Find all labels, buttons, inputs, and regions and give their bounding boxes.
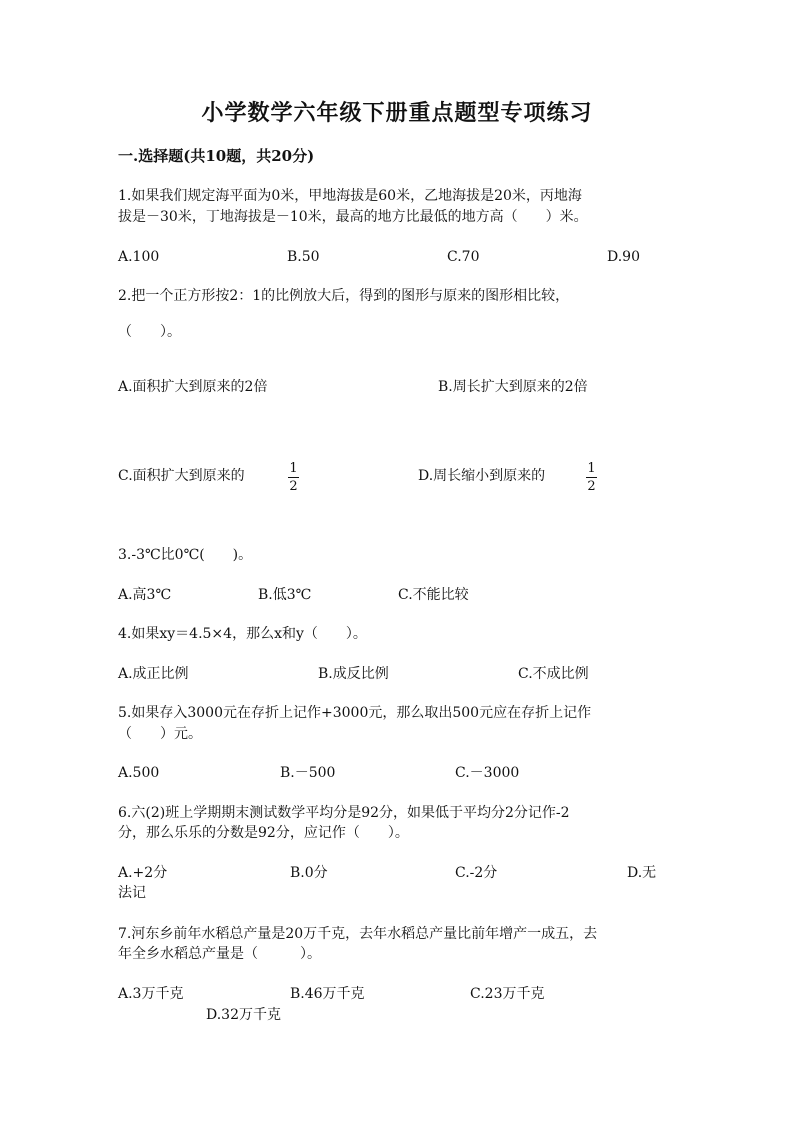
fraction-denominator: 2 <box>587 479 596 494</box>
question-6-option-a: A.+2分 <box>118 865 168 881</box>
question-5-option-a: A.500 <box>118 765 160 781</box>
question-4-option-a: A.成正比例 <box>118 666 189 682</box>
question-1-option-b: B.50 <box>287 249 320 265</box>
question-4-option-b: B.成反比例 <box>318 666 389 682</box>
question-7-option-c: C.23万千克 <box>470 986 545 1002</box>
question-2-option-d-fraction <box>586 461 597 494</box>
section-heading: 一.选择题(共10题，共20分) <box>118 147 315 165</box>
question-6-option-c: C.-2分 <box>455 865 498 881</box>
question-3-option-b: B.低3℃ <box>258 587 312 603</box>
page-title: 小学数学六年级下册重点题型专项练习 <box>201 100 593 126</box>
question-6-line-2: 分，那么乐乐的分数是92分，应记作（ ）。 <box>118 825 409 841</box>
question-7-option-d: D.32万千克 <box>206 1007 281 1023</box>
question-4-line-1: 4.如果xy＝4.5×4，那么x和y（ ）。 <box>118 626 367 642</box>
question-3-option-c: C.不能比较 <box>398 587 469 603</box>
question-7-option-a: A.3万千克 <box>118 986 184 1002</box>
question-1-line-1: 1.如果我们规定海平面为0米，甲地海拔是60米，乙地海拔是20米，丙地海 <box>118 188 582 204</box>
question-2-line-1: 2.把一个正方形按2：1的比例放大后，得到的图形与原来的图形相比较， <box>118 288 570 304</box>
question-2-option-c: C.面积扩大到原来的 <box>118 468 245 484</box>
question-7-option-b: B.46万千克 <box>290 986 365 1002</box>
question-7-line-2: 年全乡水稻总产量是（ ）。 <box>118 946 321 962</box>
fraction-numerator: 1 <box>587 461 596 476</box>
question-2-line-2: （ ）。 <box>118 324 181 340</box>
question-1-option-c: C.70 <box>447 249 480 265</box>
fraction-bar <box>586 477 597 478</box>
fraction-denominator: 2 <box>289 479 298 494</box>
question-7-line-1: 7.河东乡前年水稻总产量是20万千克，去年水稻总产量比前年增产一成五，去 <box>118 926 598 942</box>
question-6-option-d: D.无 <box>627 865 657 881</box>
question-3-line-1: 3.-3℃比0℃( )。 <box>118 547 253 563</box>
question-2-option-c-fraction <box>288 461 299 494</box>
question-5-option-c: C.－3000 <box>455 765 520 781</box>
question-2-option-b: B.周长扩大到原来的2倍 <box>438 379 588 395</box>
question-1-option-d: D.90 <box>607 249 640 265</box>
question-6-line-1: 6.六(2)班上学期期末测试数学平均分是92分，如果低于平均分2分记作-2 <box>118 805 570 821</box>
question-1-line-2: 拔是－30米，丁地海拔是－10米，最高的地方比最低的地方高（ ）米。 <box>118 209 588 225</box>
question-2-option-d: D.周长缩小到原来的 <box>418 468 546 484</box>
question-4-option-c: C.不成比例 <box>518 666 589 682</box>
question-6-option-b: B.0分 <box>290 865 328 881</box>
question-5-line-2: （ ）元。 <box>118 726 202 742</box>
question-1-option-a: A.100 <box>118 249 160 265</box>
question-5-option-b: B.－500 <box>280 765 336 781</box>
question-6-option-d-wrap: 法记 <box>118 885 146 901</box>
fraction-bar <box>288 477 299 478</box>
question-2-option-a: A.面积扩大到原来的2倍 <box>118 379 268 395</box>
question-5-line-1: 5.如果存入3000元在存折上记作+3000元，那么取出500元应在存折上记作 <box>118 705 592 721</box>
question-3-option-a: A.高3℃ <box>118 587 172 603</box>
fraction-numerator: 1 <box>289 461 298 476</box>
